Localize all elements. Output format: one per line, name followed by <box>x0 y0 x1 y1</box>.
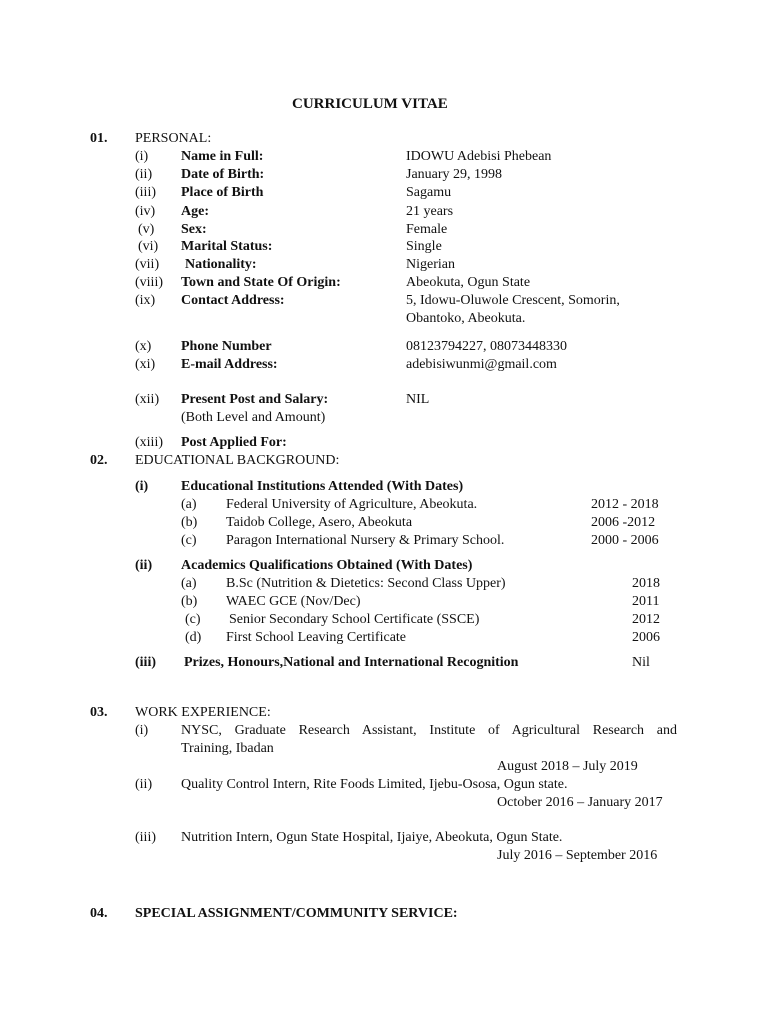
dob-label: Date of Birth: <box>181 167 265 182</box>
section-heading-education: EDUCATIONAL BACKGROUND: <box>135 453 340 468</box>
item-roman: (ix) <box>135 293 156 308</box>
contact-address-label: Contact Address: <box>181 293 285 308</box>
list-letter: (c) <box>185 612 201 627</box>
item-roman: (xii) <box>135 392 160 407</box>
name-label: Name in Full: <box>181 149 264 164</box>
name-value: IDOWU Adebisi Phebean <box>406 149 552 164</box>
section-number-special: 04. <box>90 906 108 921</box>
item-roman: (xi) <box>135 357 156 372</box>
section-number-work: 03. <box>90 705 108 720</box>
item-roman: (xiii) <box>135 435 163 450</box>
work-entry-dates: August 2018 – July 2019 <box>497 759 638 774</box>
section-heading-work: WORK EXPERIENCE: <box>135 705 271 720</box>
section-number-personal: 01. <box>90 131 108 146</box>
nationality-value: Nigerian <box>406 257 455 272</box>
list-letter: (a) <box>181 576 197 591</box>
present-post-sublabel: (Both Level and Amount) <box>181 410 326 425</box>
contact-address-value-line2: Obantoko, Abeokuta. <box>406 311 526 326</box>
email-value: adebisiwunmi@gmail.com <box>406 357 557 372</box>
qualification-year: 2012 <box>632 612 660 627</box>
section-number-education: 02. <box>90 453 108 468</box>
post-applied-label: Post Applied For: <box>181 435 287 450</box>
item-roman: (ii) <box>135 777 153 792</box>
document-title: CURRICULUM VITAE <box>292 96 448 112</box>
item-roman: (iii) <box>135 185 156 200</box>
section-heading-personal: PERSONAL: <box>135 131 212 146</box>
qualification-name: Senior Secondary School Certificate (SSCE) <box>229 612 480 627</box>
qualification-name: First School Leaving Certificate <box>226 630 407 645</box>
qualification-year: 2018 <box>632 576 660 591</box>
place-of-birth-label: Place of Birth <box>181 185 264 200</box>
subsection-roman: (ii) <box>135 558 153 573</box>
item-roman: (vi) <box>138 239 159 254</box>
qualification-name: B.Sc (Nutrition & Dietetics: Second Class Upper) <box>226 576 506 591</box>
item-roman: (v) <box>138 222 155 237</box>
institution-dates: 2006 -2012 <box>591 515 656 530</box>
qualification-year: 2006 <box>632 630 660 645</box>
age-value: 21 years <box>406 204 454 219</box>
subsection-roman: (iii) <box>135 655 156 670</box>
origin-label: Town and State Of Origin: <box>181 275 341 290</box>
item-roman: (viii) <box>135 275 163 290</box>
item-roman: (vii) <box>135 257 160 272</box>
marital-status-label: Marital Status: <box>181 239 273 254</box>
qualification-year: 2011 <box>632 594 660 609</box>
work-entry-dates: October 2016 – January 2017 <box>497 795 663 810</box>
item-roman: (iv) <box>135 204 156 219</box>
work-entry-title: Quality Control Intern, Rite Foods Limited, Ijebu-Ososa, Ogun state. <box>181 777 568 792</box>
institution-dates: 2012 - 2018 <box>591 497 659 512</box>
present-post-label: Present Post and Salary: <box>181 392 329 407</box>
institution-name: Taidob College, Asero, Abeokuta <box>226 515 413 530</box>
work-entry-dates: July 2016 – September 2016 <box>497 848 658 863</box>
prizes-heading: Prizes, Honours,National and International Recognition <box>184 655 519 670</box>
subsection-roman: (i) <box>135 479 149 494</box>
age-label: Age: <box>181 204 209 219</box>
marital-status-value: Single <box>406 239 442 254</box>
institution-name: Federal University of Agriculture, Abeokuta. <box>226 497 478 512</box>
phone-label: Phone Number <box>181 339 272 354</box>
list-letter: (a) <box>181 497 197 512</box>
work-entry-title-line2: Training, Ibadan <box>181 741 274 756</box>
present-post-value: NIL <box>406 392 430 407</box>
dob-value: January 29, 1998 <box>406 167 503 182</box>
work-entry-title: Nutrition Intern, Ogun State Hospital, Ijaiye, Abeokuta, Ogun State. <box>181 830 563 845</box>
institution-dates: 2000 - 2006 <box>591 533 659 548</box>
list-letter: (b) <box>181 594 198 609</box>
work-entry-title: NYSC, Graduate Research Assistant, Institute of Agricultural Research and <box>181 723 677 738</box>
item-roman: (x) <box>135 339 152 354</box>
item-roman: (iii) <box>135 830 156 845</box>
qualification-name: WAEC GCE (Nov/Dec) <box>226 594 361 609</box>
sex-label: Sex: <box>181 222 207 237</box>
qualifications-heading: Academics Qualifications Obtained (With Dates) <box>181 558 473 573</box>
place-of-birth-value: Sagamu <box>406 185 452 200</box>
institutions-heading: Educational Institutions Attended (With Dates) <box>181 479 464 494</box>
email-label: E-mail Address: <box>181 357 278 372</box>
sex-value: Female <box>406 222 448 237</box>
item-roman: (i) <box>135 723 149 738</box>
item-roman: (i) <box>135 149 149 164</box>
nationality-label: Nationality: <box>185 257 257 272</box>
origin-value: Abeokuta, Ogun State <box>406 275 531 290</box>
institution-name: Paragon International Nursery & Primary School. <box>226 533 505 548</box>
list-letter: (b) <box>181 515 198 530</box>
list-letter: (c) <box>181 533 197 548</box>
section-heading-special: SPECIAL ASSIGNMENT/COMMUNITY SERVICE: <box>135 906 458 921</box>
item-roman: (ii) <box>135 167 153 182</box>
list-letter: (d) <box>185 630 202 645</box>
phone-value: 08123794227, 08073448330 <box>406 339 567 354</box>
contact-address-value: 5, Idowu-Oluwole Crescent, Somorin, <box>406 293 620 308</box>
prizes-value: Nil <box>632 655 650 670</box>
